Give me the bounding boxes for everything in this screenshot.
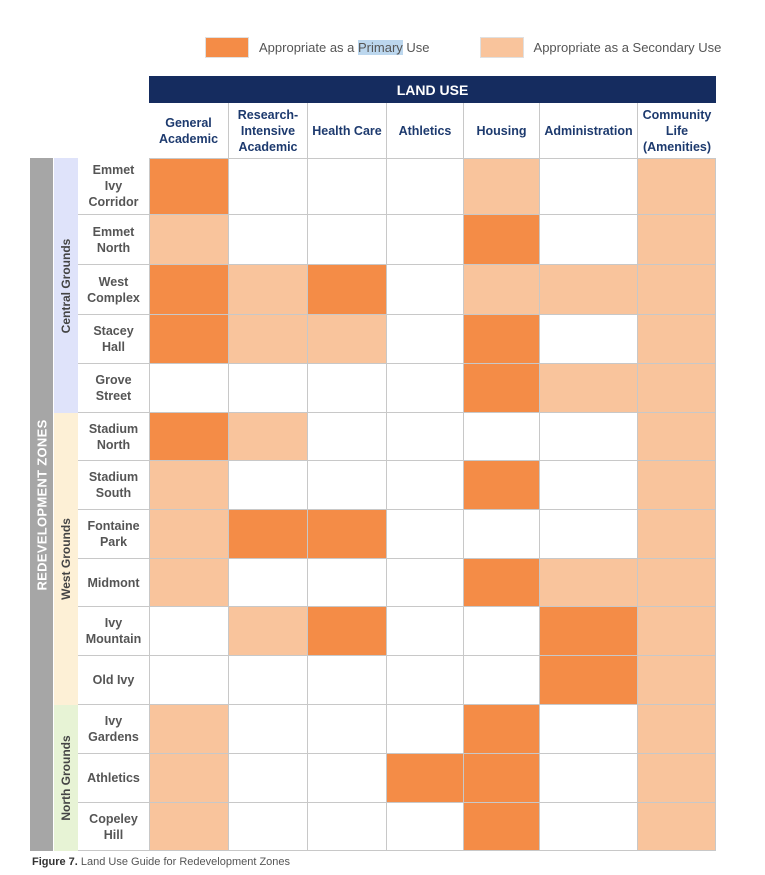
cell-none [307,705,386,754]
cell-secondary [637,656,716,705]
cell-none [228,364,307,413]
cell-primary [149,315,228,364]
cell-none [228,559,307,607]
cell-none [228,754,307,803]
cell-primary [539,656,637,705]
cell-secondary [307,315,386,364]
cell-secondary [637,559,716,607]
row-label-line: Fontaine [87,519,140,533]
group-label: West Grounds [59,518,73,600]
cell-none [539,510,637,559]
cell-none [386,705,463,754]
cell-none [386,607,463,656]
row-label [78,461,149,510]
cell-secondary [228,607,307,656]
cell-primary [463,705,539,754]
cell-none [386,510,463,559]
land-use-header: LAND USE [149,76,716,103]
cell-none [386,461,463,510]
column-header-4 [463,103,539,158]
cell-primary [149,413,228,461]
cell-none [307,461,386,510]
cell-secondary [539,559,637,607]
cell-primary [307,510,386,559]
cell-none [463,413,539,461]
cell-none [386,215,463,265]
cell-secondary [637,315,716,364]
row-label-line: Emmet [92,163,135,177]
row-label [78,215,149,265]
cell-primary [307,265,386,315]
cell-secondary [637,803,716,851]
cell-secondary [149,803,228,851]
column-header-line: Housing [476,123,527,138]
cell-secondary [149,559,228,607]
cell-secondary [637,413,716,461]
row-label-line: Old Ivy [92,673,135,687]
row-label [78,413,149,461]
column-header-line: Life [665,123,689,138]
cell-none [386,803,463,851]
cell-none [307,364,386,413]
cell-secondary [637,215,716,265]
cell-none [386,413,463,461]
row-label-line: Street [95,389,132,403]
cell-none [463,656,539,705]
row-label [78,705,149,754]
cell-none [539,315,637,364]
row-label-line: Gardens [88,730,139,744]
column-header-line: Research- [237,107,299,122]
cell-secondary [149,461,228,510]
cell-primary [539,607,637,656]
cell-secondary [637,158,716,215]
cell-none [539,705,637,754]
cell-none [228,803,307,851]
cell-none [228,461,307,510]
column-header-line: Academic [238,139,298,154]
cell-none [307,413,386,461]
cell-none [307,158,386,215]
row-label [78,656,149,705]
cell-primary [463,461,539,510]
cell-primary [463,754,539,803]
cell-none [307,754,386,803]
cell-none [307,656,386,705]
cell-none [307,215,386,265]
column-header-2 [307,103,386,158]
cell-secondary [637,364,716,413]
column-header-line: Administration [544,123,633,138]
figure-title: Land Use Guide for Redevelopment Zones [80,856,291,868]
row-label-line: Mountain [85,632,142,646]
column-header-1 [228,103,307,158]
row-label-line: Ivy [104,616,123,630]
cell-none [386,656,463,705]
legend-secondary-label: Appropriate as a Secondary Use [533,40,722,55]
cell-secondary [463,265,539,315]
cell-primary [386,754,463,803]
row-label-line: Hill [103,827,124,842]
figure-caption [32,856,290,868]
cell-secondary [228,265,307,315]
row-label [78,265,149,315]
cell-none [386,315,463,364]
row-label [78,607,149,656]
row-label-line: Ivy [104,179,123,193]
legend-primary-swatch [205,37,249,58]
row-label-line: Grove [95,373,132,387]
cell-none [539,413,637,461]
cell-secondary [463,158,539,215]
row-label-line: Corridor [88,195,139,209]
row-label-line: Complex [87,290,140,305]
cell-primary [149,158,228,215]
cell-secondary [637,265,716,315]
row-label [78,158,149,215]
cell-none [386,559,463,607]
cell-primary [463,315,539,364]
redevelopment-zones-bar [30,158,53,851]
cell-secondary [149,754,228,803]
column-header-line: Community [642,107,712,122]
group-label: Central Grounds [59,238,73,333]
row-label-line: Midmont [87,575,140,590]
cell-primary [149,265,228,315]
column-header-3 [386,103,463,158]
cell-secondary [637,754,716,803]
cell-primary [463,803,539,851]
cell-none [386,158,463,215]
group-label: North Grounds [59,735,73,821]
cell-secondary [539,364,637,413]
row-label [78,364,149,413]
row-label [78,559,149,607]
row-label-line: North [96,437,131,452]
row-label [78,510,149,559]
cell-primary [228,510,307,559]
cell-none [307,803,386,851]
figure-number: Figure 7. [32,856,78,868]
legend-secondary-swatch [480,37,524,58]
column-header-line: (Amenities) [642,139,712,154]
column-header-line: Academic [158,131,219,146]
cell-secondary [149,510,228,559]
column-header-line: General [165,115,212,130]
cell-none [228,705,307,754]
row-label-line: South [95,486,132,500]
redevelopment-zones-label: REDEVELOPMENT ZONES [34,418,49,591]
row-label-line: Stadium [88,470,139,484]
cell-secondary [149,215,228,265]
row-label [78,803,149,851]
cell-secondary [228,413,307,461]
cell-none [307,559,386,607]
cell-none [228,656,307,705]
column-header-line: Athletics [398,123,452,138]
row-label-line: North [96,240,131,255]
cell-none [386,265,463,315]
column-header-6 [637,103,716,158]
cell-none [149,607,228,656]
column-header-5 [539,103,637,158]
cell-none [539,158,637,215]
cell-secondary [539,265,637,315]
cell-secondary [637,461,716,510]
cell-secondary [637,705,716,754]
row-label-line: Ivy [104,714,123,728]
cell-none [149,364,228,413]
row-label-line: West [98,274,129,289]
cell-none [539,803,637,851]
column-header-line: Health Care [312,123,382,138]
row-label-line: Hall [102,340,125,354]
column-header-0 [149,103,228,158]
cell-primary [463,559,539,607]
cell-none [539,215,637,265]
row-label-line: Copeley [89,811,138,826]
column-header-line: Intensive [240,123,296,138]
cell-secondary [637,510,716,559]
cell-secondary [149,705,228,754]
group-west-grounds [54,413,78,705]
row-label-line: Emmet [92,224,135,239]
row-label-line: Stacey [93,324,134,338]
cell-primary [307,607,386,656]
legend [205,37,721,58]
cell-none [386,364,463,413]
cell-none [149,656,228,705]
cell-secondary [637,607,716,656]
row-label-line: Athletics [87,771,140,785]
cell-none [228,158,307,215]
row-label [78,315,149,364]
cell-none [539,461,637,510]
cell-none [463,607,539,656]
legend-primary-label: Appropriate as a Primary Use [259,40,430,55]
cell-secondary [228,315,307,364]
group-central-grounds [54,158,78,413]
cell-primary [463,215,539,265]
row-label [78,754,149,803]
cell-none [228,215,307,265]
row-label-line: Stadium [88,421,139,436]
cell-primary [463,364,539,413]
row-label-line: Park [99,535,128,549]
cell-none [539,754,637,803]
group-north-grounds [54,705,78,851]
cell-none [463,510,539,559]
